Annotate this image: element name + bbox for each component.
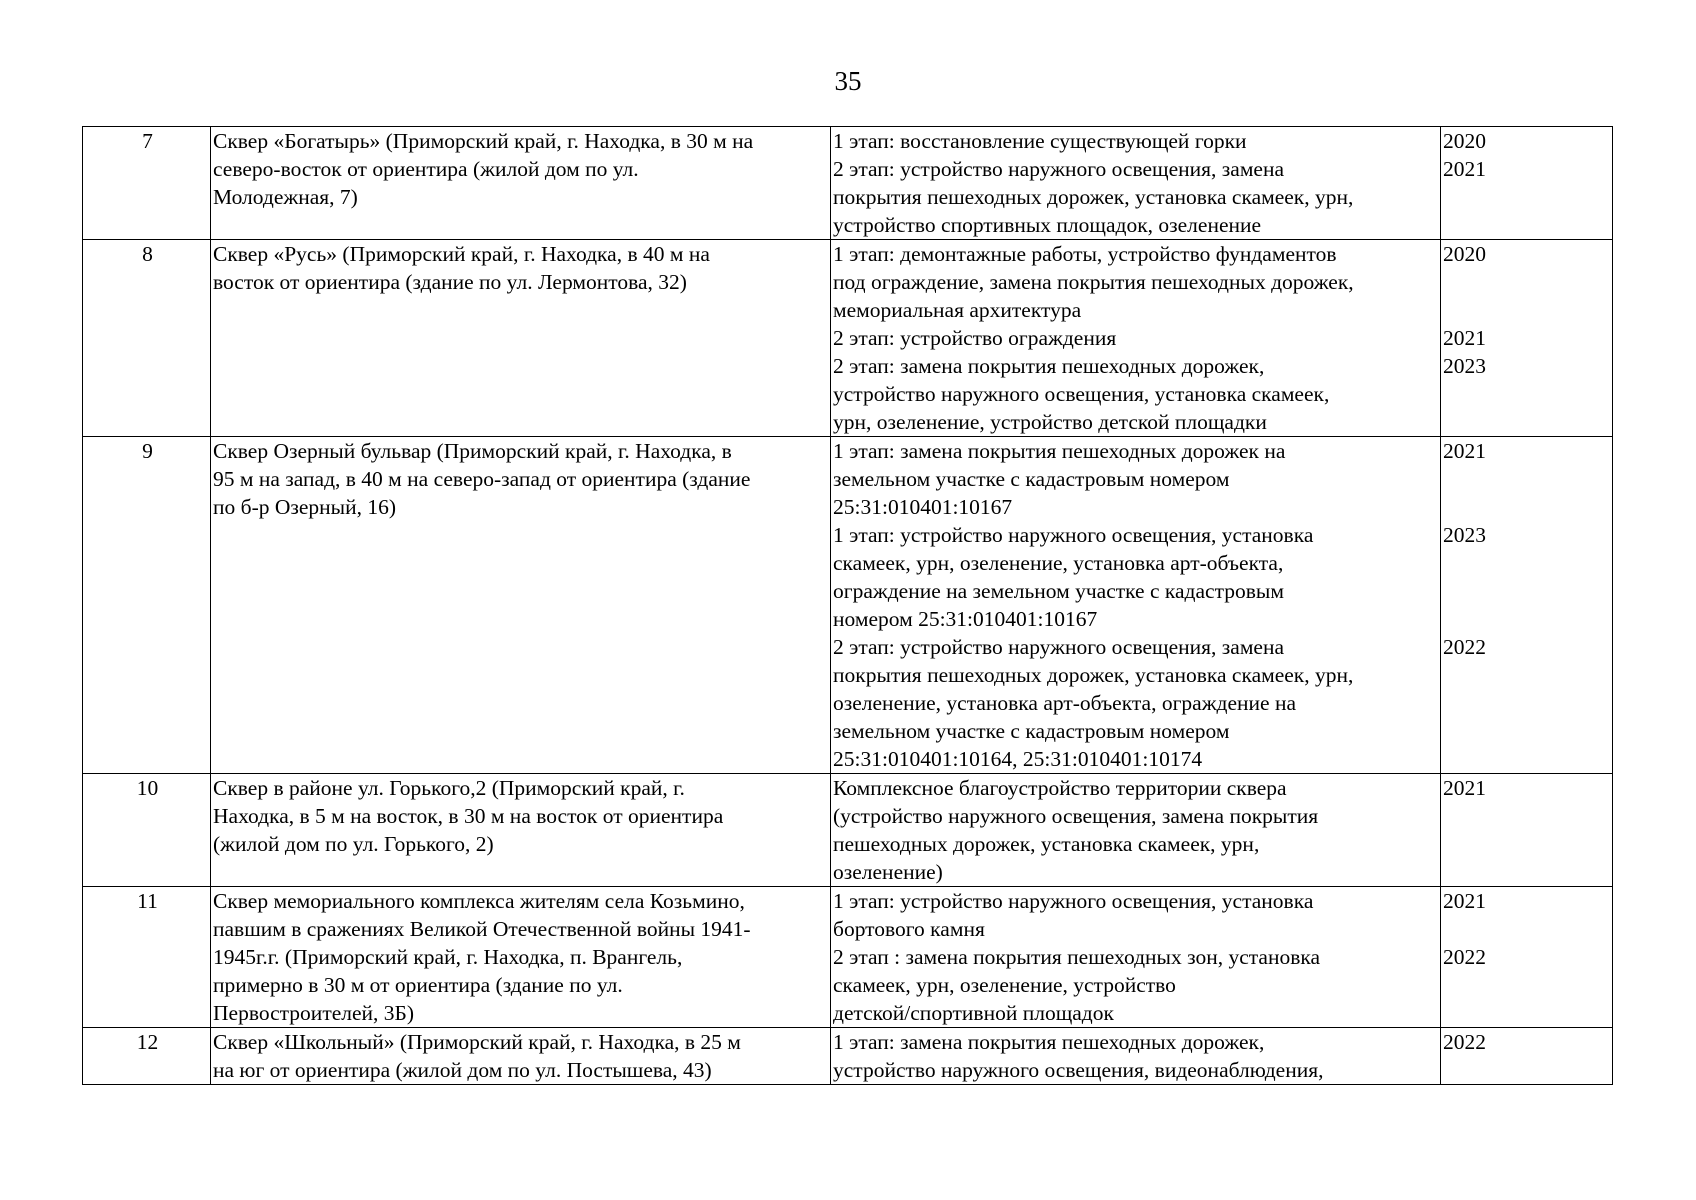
- row-number-cell: 12: [83, 1028, 211, 1085]
- year-cell: 2021: [1441, 774, 1613, 887]
- works-cell: 1 этап: устройство наружного освещения, установка бортового камня 2 этап : замена покрытия пешеходных зон, установка скамеек, урн, озеленение, устройство детской/спортивной площадок: [831, 887, 1441, 1028]
- works-cell: 1 этап: демонтажные работы, устройство фундаментов под ограждение, замена покрытия пешеходных дорожек, мемориальная архитектура 2 этап: устройство ограждения 2 этап: замена покрытия пешеходных дорожек, устройство наружного освещения, установка скамеек, урн, озеленение, устройство детской площадки: [831, 240, 1441, 437]
- row-number-cell: 7: [83, 127, 211, 240]
- table-row: [83, 127, 1613, 240]
- object-cell: Сквер в районе ул. Горького,2 (Приморский край, г. Находка, в 5 м на восток, в 30 м на восток от ориентира (жилой дом по ул. Горького, 2): [211, 774, 831, 887]
- works-cell: Комплексное благоустройство территории сквера (устройство наружного освещения, замена покрытия пешеходных дорожек, установка скамеек, урн, озеленение): [831, 774, 1441, 887]
- row-number-cell: 10: [83, 774, 211, 887]
- year-cell: 2021 2022: [1441, 887, 1613, 1028]
- object-cell: Сквер Озерный бульвар (Приморский край, г. Находка, в 95 м на запад, в 40 м на северо-запад от ориентира (здание по б-р Озерный, 16): [211, 437, 831, 774]
- row-number-cell: 9: [83, 437, 211, 774]
- page-number: 35: [834, 66, 862, 96]
- works-cell: 1 этап: восстановление существующей горки 2 этап: устройство наружного освещения, замена покрытия пешеходных дорожек, установка скамеек, урн, устройство спортивных площадок, озеленение: [831, 127, 1441, 240]
- year-cell: 2021 2023 2022: [1441, 437, 1613, 774]
- table-row: [83, 774, 1613, 887]
- object-cell: Сквер «Русь» (Приморский край, г. Находка, в 40 м на восток от ориентира (здание по ул. Лермонтова, 32): [211, 240, 831, 437]
- works-cell: 1 этап: замена покрытия пешеходных дорожек на земельном участке с кадастровым номером 25:31:010401:10167 1 этап: устройство наружного освещения, установка скамеек, урн, озеленение, установка арт-объекта, ограждение на земельном участке с кадастровым номером 25:31:010401:10167 2 этап: устройство наружного освещения, замена покрытия пешеходных дорожек, установка скамеек, урн, озеленение, установка арт-объекта, ограждение на земельном участке с кадастровым номером 25:31:010401:10164, 25:31:010401:10174: [831, 437, 1441, 774]
- year-cell: 2022: [1441, 1028, 1613, 1085]
- year-cell: 2020 2021 2023: [1441, 240, 1613, 437]
- object-cell: Сквер «Богатырь» (Приморский край, г. Находка, в 30 м на северо-восток от ориентира (жилой дом по ул. Молодежная, 7): [211, 127, 831, 240]
- table-row: [83, 437, 1613, 774]
- row-number-cell: 8: [83, 240, 211, 437]
- table-row: [83, 240, 1613, 437]
- works-cell: 1 этап: замена покрытия пешеходных дорожек, устройство наружного освещения, видеонаблюдения,: [831, 1028, 1441, 1085]
- object-cell: Сквер «Школьный» (Приморский край, г. Находка, в 25 м на юг от ориентира (жилой дом по ул. Постышева, 43): [211, 1028, 831, 1085]
- improvement-plan-table: [82, 126, 1613, 1085]
- table-row: [83, 1028, 1613, 1085]
- object-cell: Сквер мемориального комплекса жителям села Козьмино, павшим в сражениях Великой Отечественной войны 1941- 1945г.г. (Приморский край, г. Находка, п. Врангель, примерно в 30 м от ориентира (здание по ул. Первостроителей, 3Б): [211, 887, 831, 1028]
- year-cell: 2020 2021: [1441, 127, 1613, 240]
- row-number-cell: 11: [83, 887, 211, 1028]
- table-row: [83, 887, 1613, 1028]
